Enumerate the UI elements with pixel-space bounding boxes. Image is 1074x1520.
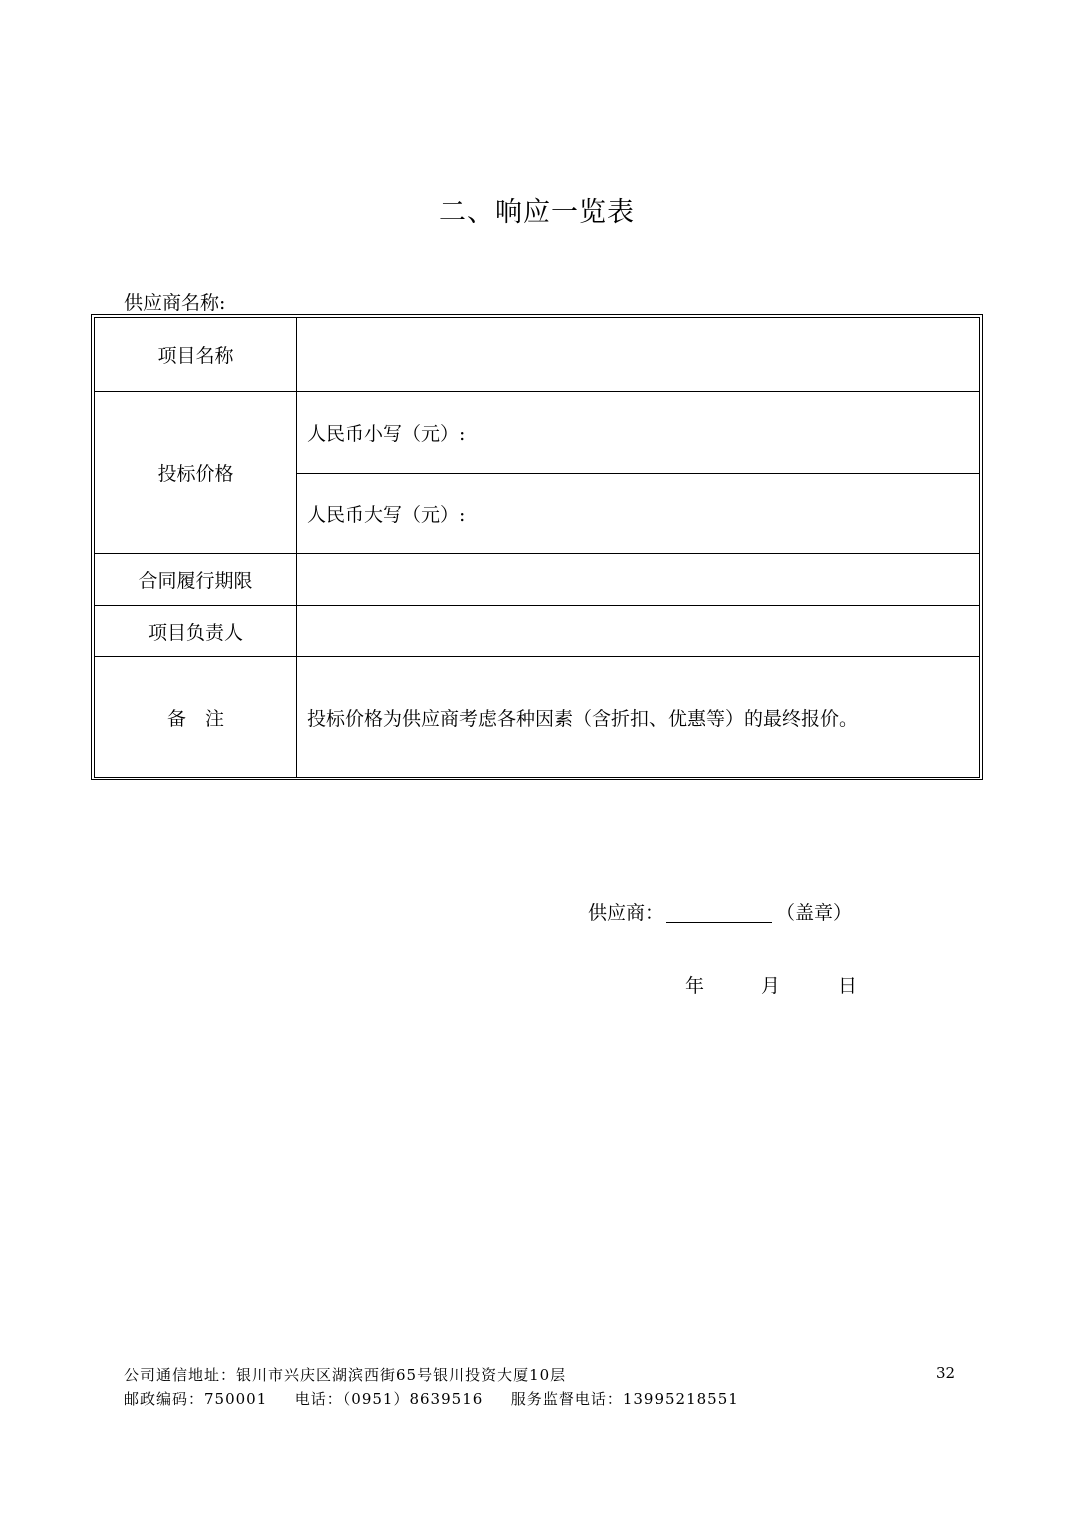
signature-block bbox=[588, 898, 852, 925]
supplier-signature-label: 供应商： bbox=[588, 902, 665, 924]
seal-label: （盖章） bbox=[776, 902, 853, 924]
footer-contacts: 邮政编码：750001 电话：（0951）8639516 服务监督电话：13995218551 bbox=[124, 1390, 739, 1408]
date-year-label: 年 bbox=[685, 975, 705, 997]
project-lead-label: 项目负责人 bbox=[95, 606, 297, 657]
project-name-value[interactable] bbox=[297, 318, 980, 392]
contract-period-label: 合同履行期限 bbox=[95, 554, 297, 606]
date-month-label: 月 bbox=[761, 975, 781, 997]
rmb-upper-field[interactable]: 人民币大写（元）: bbox=[297, 474, 980, 554]
response-table bbox=[94, 317, 980, 778]
table-row-project-lead bbox=[95, 606, 980, 657]
remarks-label: 备 注 bbox=[95, 657, 297, 778]
footer-address: 公司通信地址：银川市兴庆区湖滨西街65号银川投资大厦10层 bbox=[124, 1366, 567, 1384]
project-name-label: 项目名称 bbox=[95, 318, 297, 392]
supplier-name-label: 供应商名称: bbox=[124, 292, 226, 314]
contract-period-value[interactable] bbox=[297, 554, 980, 606]
supplier-signature-line[interactable] bbox=[666, 902, 772, 923]
remarks-value: 投标价格为供应商考虑各种因素（含折扣、优惠等）的最终报价。 bbox=[297, 657, 980, 778]
bid-price-label: 投标价格 bbox=[95, 392, 297, 554]
page-number: 32 bbox=[936, 1364, 956, 1382]
table-row-bid-price-lower bbox=[95, 392, 980, 474]
table-row-contract-period bbox=[95, 554, 980, 606]
table-row-project-name bbox=[95, 318, 980, 392]
response-table-frame bbox=[91, 314, 983, 780]
project-lead-value[interactable] bbox=[297, 606, 980, 657]
date-day-label: 日 bbox=[838, 975, 858, 997]
table-row-remarks bbox=[95, 657, 980, 778]
page-title: 二、响应一览表 bbox=[439, 197, 635, 228]
rmb-lower-field[interactable]: 人民币小写（元）: bbox=[297, 392, 980, 474]
